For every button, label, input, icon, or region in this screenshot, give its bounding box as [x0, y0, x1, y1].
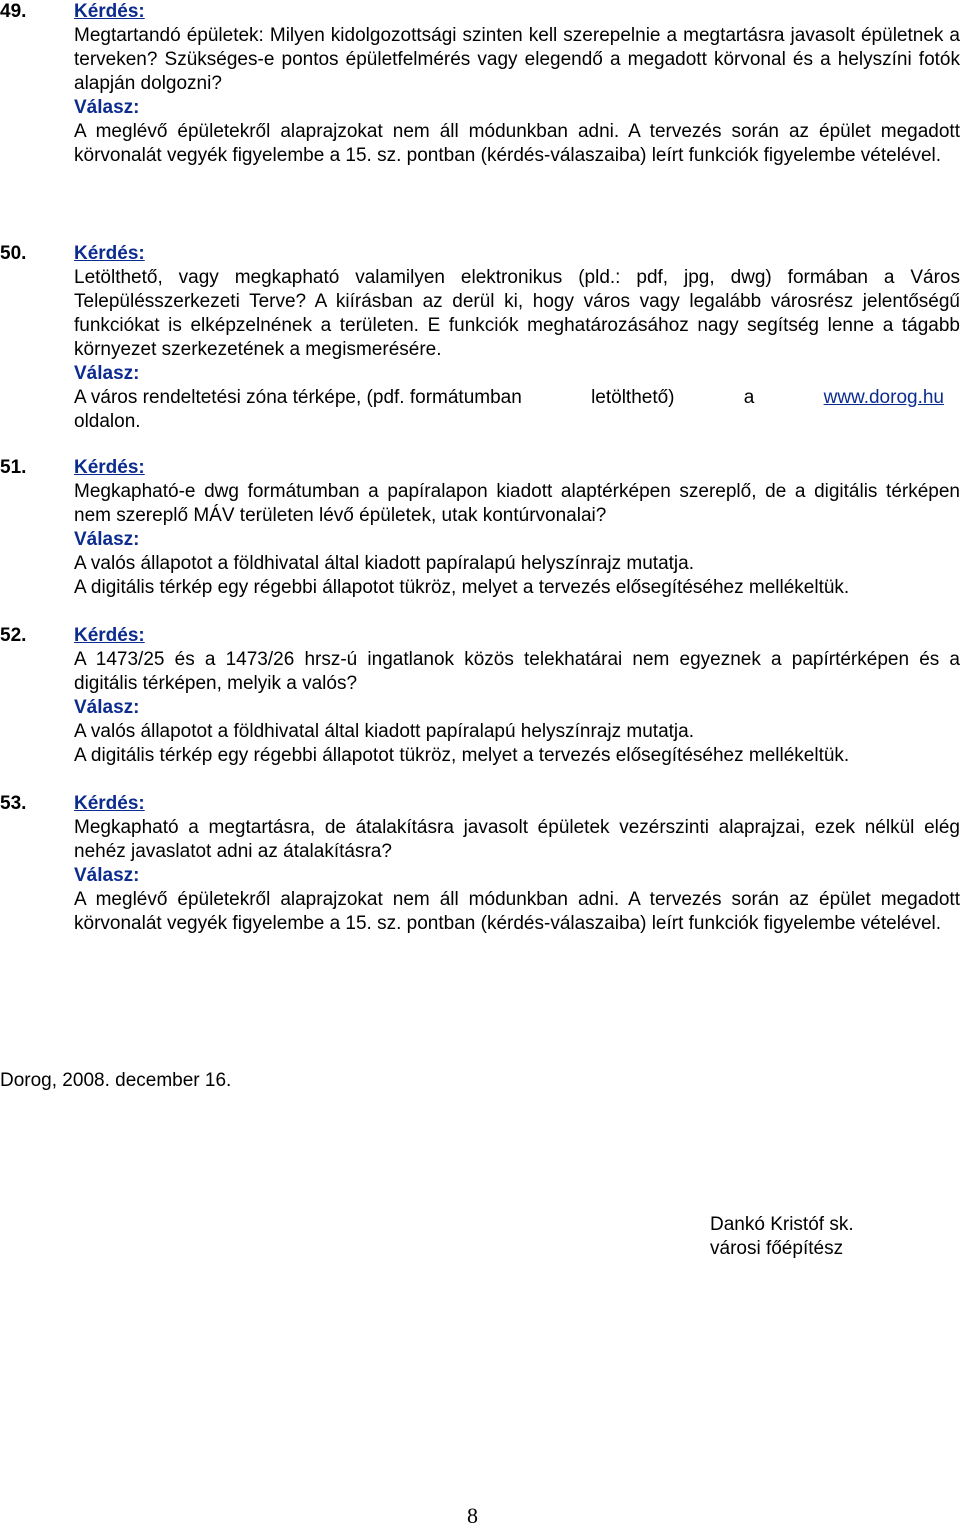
qa-item-52	[0, 624, 960, 768]
answer-label: Válasz:	[74, 363, 140, 384]
qa-item-53	[0, 792, 960, 936]
question-label: Kérdés:	[74, 625, 145, 646]
item-number: 49.	[0, 1, 27, 22]
qa-content	[74, 456, 960, 600]
item-number: 50.	[0, 243, 27, 264]
answer-line: A digitális térkép egy régebbi állapotot tükröz, melyet a tervezés elősegítéséhez mellékeltük.	[74, 745, 850, 766]
answer-label: Válasz:	[74, 529, 140, 550]
item-number: 53.	[0, 793, 27, 814]
qa-content	[74, 0, 960, 168]
page-number: 8	[467, 1503, 478, 1528]
answer-label: Válasz:	[74, 97, 140, 118]
question-text: Letölthető, vagy megkapható valamilyen elektronikus (pld.: pdf, jpg, dwg) formában a Város Településszerkezeti Terve? A kiírásban az derül ki, hogy város vagy legalább városrész jelentőségű funkciókat is elképzelnének a területen. E funkciók meghatározásához nagy segítség lenne a tágabb környezet szerkezetének a megismerésére.	[74, 267, 960, 360]
question-text: A 1473/25 és a 1473/26 hrsz-ú ingatlanok közös telekhatárai nem egyeznek a papírtérképen és a digitális térképen, melyik a valós?	[74, 649, 960, 694]
question-label: Kérdés:	[74, 457, 145, 478]
question-text: Megtartandó épületek: Milyen kidolgozottsági szinten kell szerepelnie a megtartásra javasolt épületnek a terveken? Szükséges-e pontos épületfelmérés vagy elegendő a megadott körvonal és a helyszíni fotók alapján dolgozni?	[74, 25, 960, 94]
qa-item-50	[0, 242, 960, 434]
answer-part: a	[743, 387, 755, 408]
question-label: Kérdés:	[74, 1, 145, 22]
answer-label: Válasz:	[74, 865, 140, 886]
item-number: 52.	[0, 625, 27, 646]
place-date: Dorog, 2008. december 16.	[0, 1070, 232, 1091]
answer-text-line	[74, 386, 944, 410]
answer-line: A valós állapotot a földhivatal által kiadott papíralapú helyszínrajz mutatja.	[74, 721, 694, 742]
signature-block	[710, 1213, 854, 1261]
question-text: Megkapható a megtartásra, de átalakításra javasolt épületek vezérszinti alaprajzai, ezek nélkül elég nehéz javaslatot adni az átalakításra?	[74, 817, 960, 862]
qa-content	[74, 624, 960, 768]
question-label: Kérdés:	[74, 793, 145, 814]
answer-part: A város rendeltetési zóna térképe, (pdf. formátumban	[74, 387, 522, 408]
question-label: Kérdés:	[74, 243, 145, 264]
answer-line: A digitális térkép egy régebbi állapotot tükröz, melyet a tervezés elősegítéséhez mellékeltük.	[74, 577, 850, 598]
answer-line: A valós állapotot a földhivatal által kiadott papíralapú helyszínrajz mutatja.	[74, 553, 694, 574]
answer-text: A meglévő épületekről alaprajzokat nem áll módunkban adni. A tervezés során az épület megadott körvonalát vegyék figyelembe a 15. sz. pontban (kérdés-válaszaiba) leírt funkciók figyelembe vételével.	[74, 889, 960, 934]
website-link[interactable]: www.dorog.hu	[823, 387, 944, 408]
answer-label: Válasz:	[74, 697, 140, 718]
signatory-title: városi főépítész	[710, 1238, 844, 1259]
qa-item-51	[0, 456, 960, 600]
qa-item-49	[0, 0, 960, 168]
signatory-name: Dankó Kristóf sk.	[710, 1214, 854, 1235]
question-text: Megkapható-e dwg formátumban a papíralapon kiadott alaptérképen szereplő, de a digitális térképen nem szereplő MÁV területen lévő épületek, utak kontúrvonalai?	[74, 481, 960, 526]
item-number: 51.	[0, 457, 27, 478]
answer-part: letölthető)	[591, 387, 675, 408]
answer-text: A meglévő épületekről alaprajzokat nem áll módunkban adni. A tervezés során az épület megadott körvonalát vegyék figyelembe a 15. sz. pontban (kérdés-válaszaiba) leírt funkciók figyelembe vételével.	[74, 121, 960, 166]
qa-content	[74, 242, 960, 434]
answer-part: oldalon.	[74, 411, 141, 432]
qa-content	[74, 792, 960, 936]
